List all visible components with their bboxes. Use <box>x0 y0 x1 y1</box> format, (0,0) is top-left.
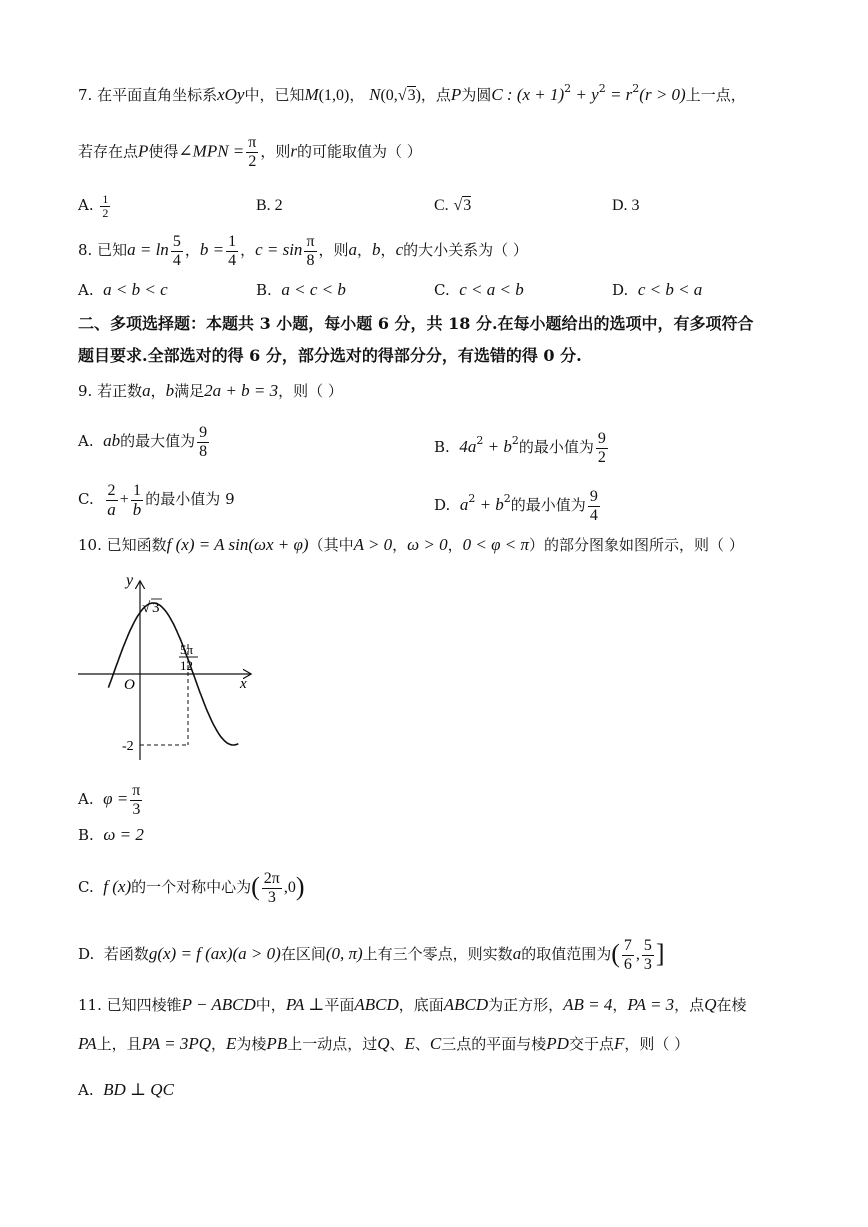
q7-option-d[interactable]: D. 3 <box>612 197 640 214</box>
q8-stem: 8. 已知a = ln $\frac{5}{4}$ ，b = $\frac{1}{4}$ ，c = sin $\frac{\pi}{8}$ ，则a，b，c的大小关系为（ ） <box>78 232 528 269</box>
q11-stem-line2: PA上，且PA = 3PQ，E为棱PB上一动点，过Q、E、C三点的平面与棱PD交于点F，则（ ） <box>78 1034 690 1053</box>
q10-option-c[interactable]: C. f (x)的一个对称中心为( $\frac{2\pi}{3}$ ,0) <box>78 869 305 906</box>
q8-option-d[interactable]: D. c < b < a <box>612 280 703 299</box>
q8-option-c[interactable]: C. c < a < b <box>434 280 524 299</box>
q7-option-c[interactable]: C. √3 <box>434 197 472 214</box>
q10-stem: 10. 已知函数f (x) = A sin(ωx + φ)（其中A > 0，ω > 0，0 < φ < π）的部分图象如图所示，则（ ） <box>78 535 744 554</box>
sqrt3-label: √ <box>142 600 151 616</box>
tick-5pi-12-den: 12 <box>180 658 193 673</box>
q10-option-a[interactable]: A. φ = $\frac{\pi}{3}$ <box>78 781 141 818</box>
q10-function-graph <box>74 568 264 768</box>
q9-option-d[interactable]: D. $a^2 + b^2$的最小值为 $\frac{9}{4}$ <box>434 487 598 524</box>
q7-number: 7. <box>78 86 93 104</box>
section2-heading-line1: 二、多项选择题：本题共 3 小题，每小题 6 分，共 18 分.在每小题给出的选项中，有多项符合 <box>78 314 754 333</box>
svg-text:3: 3 <box>152 600 160 616</box>
q7-stem-line1: 7. 在平面直角坐标系xOy中，已知M(1,0)， N(0,√3)，点P为圆C : $(x + 1)^2 + y^2 = r^2(r > 0)$上一点， <box>78 82 746 104</box>
q11-option-a[interactable]: A. BD ⊥ QC <box>78 1080 174 1099</box>
x-axis-label: x <box>240 676 247 692</box>
q11-stem-line1: 11. 已知四棱锥P − ABCD中，PA ⊥平面ABCD，底面ABCD为正方形，AB = 4，PA = 3，点Q在棱 <box>78 995 747 1014</box>
q9-stem: 9. 若正数a，b满足2a + b = 3，则（ ） <box>78 381 343 400</box>
q8-option-a[interactable]: A. a < b < c <box>78 280 168 299</box>
q10-number: 10. <box>78 536 102 554</box>
y-axis-label: y <box>126 572 134 589</box>
q10-option-b[interactable]: B. ω = 2 <box>78 825 144 844</box>
q10-option-d[interactable]: D. 若函数g(x) = f (ax)(a > 0)在区间(0, π)上有三个零点，则实数a的取值范围为( $\frac{7}{6}$ , $\frac{5}{3}$ ] <box>78 936 665 973</box>
q9-number: 9. <box>78 382 93 400</box>
q9-option-b[interactable]: B. $4a^2 + b^2$的最小值为 $\frac{9}{2}$ <box>434 429 606 466</box>
q8-number: 8. <box>78 241 93 259</box>
q7-stem-line2: 若存在点P使得∠MPN = $\frac{\pi}{2}$ ，则r的可能取值为（ ） <box>78 134 422 170</box>
q8-option-b[interactable]: B. a < c < b <box>256 280 346 299</box>
q7-option-a[interactable]: A. $\frac{1}{2}$ <box>78 191 109 220</box>
q9-option-c[interactable]: C. $\frac{2}{a}$ + $\frac{1}{b}$ 的最小值为 9 <box>78 481 235 519</box>
q7-option-b[interactable]: B. 2 <box>256 197 283 214</box>
tick-5pi-12-num: 5π <box>180 642 194 657</box>
section2-heading-line2: 题目要求.全部选对的得 6 分，部分选对的得部分分，有选错的得 0 分. <box>78 346 582 365</box>
q11-number: 11. <box>78 996 102 1014</box>
min-value-label: -2 <box>122 739 134 754</box>
origin-label: O <box>124 677 135 693</box>
q9-option-a[interactable]: A. ab的最大值为 $\frac{9}{8}$ <box>78 423 208 460</box>
q7-angle-fraction: $\frac{\pi}{2}$ <box>248 134 257 170</box>
